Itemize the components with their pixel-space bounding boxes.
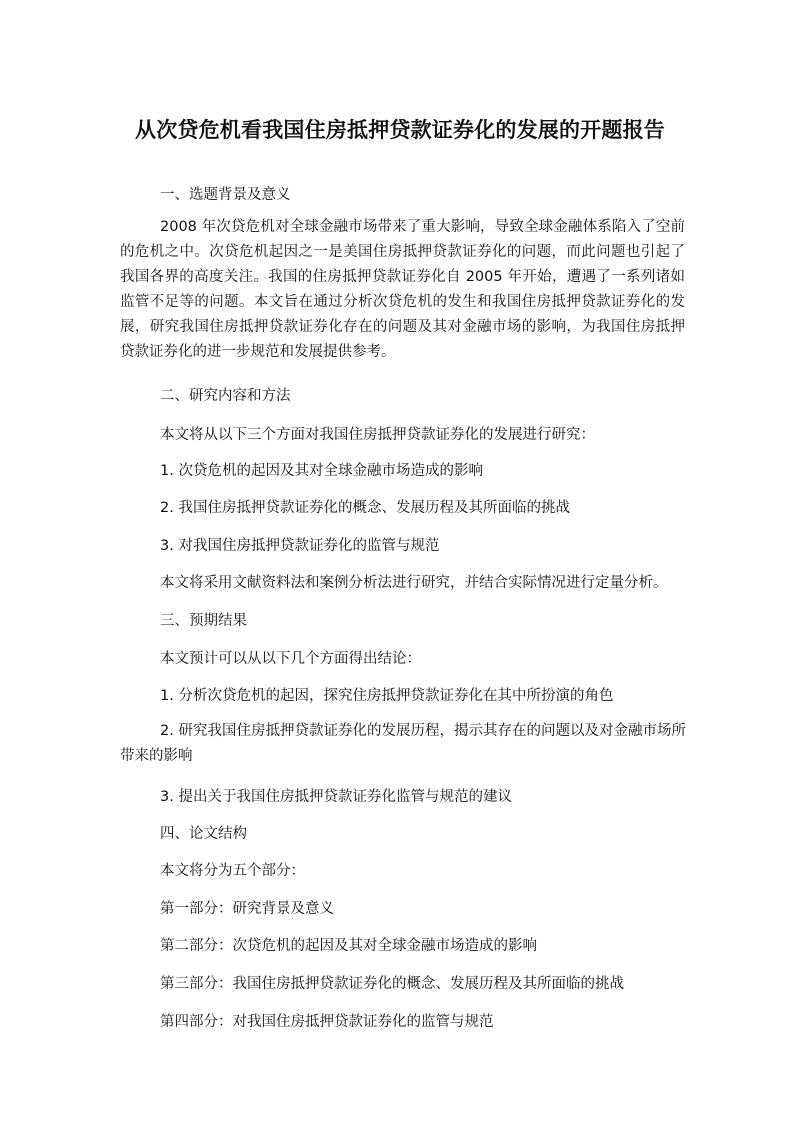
section-heading-expected-results: 三、预期结果 <box>160 613 247 629</box>
structure-intro: 本文将分为五个部分： <box>160 863 305 879</box>
research-method: 本文将采用文献资料法和案例分析法进行研究，并结合实际情况进行定量分析。 <box>160 575 668 591</box>
structure-part-3: 第三部分：我国住房抵押贷款证券化的概念、发展历程及其所面临的挑战 <box>160 976 624 992</box>
background-paragraph: 2008 年次贷危机对全球金融市场带来了重大影响，导致全球金融体系陷入了空前的危机之中。次贷危机起因之一是美国住房抵押贷款证券化的问题，而此问题也引起了我国各界的高度关注。我国的住房抵押贷款证券化自 2005 年开始，遭遇了一系列诸如监管不足等的问题。本文旨在通过分析次贷危机的发生和我国住房抵押贷款证券化的发展，研究我国住房抵押贷款证券化存在的问题及其对金融市场的影响，为我国住房抵押贷款证券化的进一步规范和发展提供参考。 <box>120 219 685 360</box>
structure-part-1: 第一部分：研究背景及意义 <box>160 901 334 917</box>
results-item-1: 1. 分析次贷危机的起因，探究住房抵押贷款证券化在其中所扮演的角色 <box>160 688 614 704</box>
section-heading-background: 一、选题背景及意义 <box>160 187 291 203</box>
document-title: 从次贷危机看我国住房抵押贷款证券化的发展的开题报告 <box>135 118 665 142</box>
structure-part-2: 第二部分：次贷危机的起因及其对全球金融市场造成的影响 <box>160 938 537 954</box>
section-heading-structure: 四、论文结构 <box>160 826 247 842</box>
results-intro: 本文预计可以从以下几个方面得出结论： <box>160 651 421 667</box>
results-item-2: 2. 研究我国住房抵押贷款证券化的发展历程，揭示其存在的问题以及对金融市场所带来的影响 <box>120 723 686 764</box>
research-intro: 本文将从以下三个方面对我国住房抵押贷款证券化的发展进行研究： <box>160 427 595 443</box>
research-item-3: 3. 对我国住房抵押贷款证券化的监管与规范 <box>160 538 440 554</box>
section-heading-content-methods: 二、研究内容和方法 <box>160 388 291 404</box>
structure-part-4: 第四部分：对我国住房抵押贷款证券化的监管与规范 <box>160 1014 494 1030</box>
research-item-1: 1. 次贷危机的起因及其对全球金融市场造成的影响 <box>160 463 483 479</box>
research-item-2: 2. 我国住房抵押贷款证券化的概念、发展历程及其所面临的挑战 <box>160 500 570 516</box>
results-item-3: 3. 提出关于我国住房抵押贷款证券化监管与规范的建议 <box>160 789 512 805</box>
